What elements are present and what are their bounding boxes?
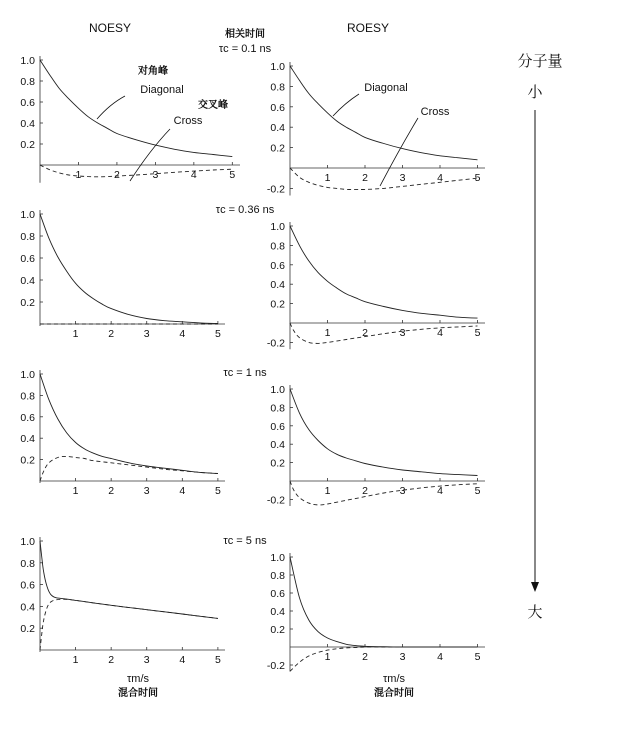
- tau-label-3: τc = 1 ns: [223, 367, 267, 379]
- diagonal-cjk-label: 对角峰: [138, 66, 168, 77]
- y-tick-label: 0.6: [20, 253, 35, 265]
- y-tick-label: 0.4: [270, 439, 285, 452]
- x-tick-label: 3: [399, 485, 406, 497]
- x-tick-label: 4: [179, 328, 186, 340]
- y-tick-label: 0.4: [20, 433, 35, 446]
- y-tick-label: 1.0: [270, 61, 285, 73]
- y-tick-label: 1.0: [20, 55, 35, 67]
- x-tick-label: 3: [143, 654, 150, 666]
- cross-peak-curve: [290, 647, 478, 671]
- x-tick-label: 1: [324, 327, 331, 339]
- x-tick-label: 3: [399, 651, 406, 663]
- y-tick-label: 0.2: [270, 624, 285, 636]
- diagonal-peak-curve: [290, 66, 478, 160]
- y-tick-label: 0.2: [20, 297, 35, 309]
- x-tick-label: 1: [72, 485, 79, 497]
- y-tick-label: 0.2: [270, 457, 285, 470]
- noesy-column-title: NOESY: [88, 21, 132, 35]
- x-tick-label: 5: [214, 485, 221, 497]
- x-tick-label: 2: [362, 651, 368, 663]
- y-tick-label: 0.8: [20, 390, 35, 403]
- noesy-panel-tau-1: [20, 369, 225, 497]
- y-tick-label: 1.0: [20, 536, 35, 548]
- x-tick-label: 3: [143, 485, 150, 497]
- x-tick-label: 5: [474, 651, 481, 663]
- y-tick-label: 0.6: [20, 579, 35, 592]
- noesy-panel-tau-0.36: [20, 209, 225, 340]
- x-tick-label: 4: [190, 169, 197, 181]
- x-tick-label: 1: [324, 651, 331, 663]
- roesy-column-title: ROESY: [346, 21, 390, 35]
- y-tick-label: 0.6: [270, 101, 285, 114]
- y-tick-label: 0.4: [20, 118, 35, 130]
- y-tick-label: -0.2: [266, 660, 285, 672]
- x-tick-label: 5: [474, 172, 481, 184]
- y-tick-label: -0.2: [266, 494, 285, 507]
- y-tick-label: -0.2: [266, 183, 285, 196]
- y-tick-label: 0.8: [270, 81, 285, 94]
- x-tick-label: 2: [108, 654, 115, 666]
- x-tick-label: 4: [437, 485, 443, 497]
- x-tick-label: 4: [437, 327, 443, 339]
- diagonal-peak-curve: [290, 389, 478, 476]
- roesy-diagonal-label: Diagonal: [364, 82, 408, 94]
- x-tick-label: 3: [143, 328, 150, 340]
- roesy-panel-tau-1: [267, 384, 485, 506]
- y-tick-label: 0.4: [270, 606, 285, 618]
- roesy-panel-tau-5: [267, 552, 485, 672]
- small-label: 小: [527, 83, 543, 101]
- x-tick-label: 2: [362, 485, 368, 497]
- x-tick-label: 4: [437, 651, 443, 663]
- x-tick-label: 4: [437, 172, 443, 184]
- y-tick-label: 0.2: [20, 454, 35, 467]
- noesy-x-axis-label: τm/s: [126, 673, 150, 685]
- cross-peak-curve: [290, 481, 478, 505]
- y-tick-label: -0.2: [266, 337, 285, 350]
- large-label: 大: [527, 603, 543, 621]
- tau-label-2: τc = 0.36 ns: [215, 204, 275, 216]
- x-tick-label: 2: [108, 485, 115, 497]
- x-tick-label: 5: [474, 485, 481, 497]
- diagonal-peak-curve: [40, 214, 218, 323]
- y-tick-label: 0.4: [20, 275, 35, 287]
- roesy-cross-label: Cross: [420, 106, 450, 118]
- y-tick-label: 1.0: [270, 221, 285, 233]
- x-tick-label: 3: [399, 327, 406, 339]
- x-tick-label: 3: [399, 172, 406, 184]
- cross-peak-curve: [290, 323, 478, 343]
- x-tick-label: 2: [362, 327, 368, 339]
- x-tick-label: 1: [72, 654, 79, 666]
- roesy-diagonal-leader-line: [333, 94, 359, 116]
- x-tick-label: 2: [108, 328, 115, 340]
- y-tick-label: 0.8: [20, 231, 35, 243]
- diagonal-peak-curve: [40, 541, 218, 618]
- x-tick-label: 1: [72, 328, 79, 340]
- y-tick-label: 1.0: [20, 209, 35, 221]
- roesy-x-axis-label: τm/s: [382, 673, 406, 685]
- y-tick-label: 1.0: [270, 384, 285, 396]
- y-tick-label: 0.2: [20, 139, 35, 151]
- diagonal-peak-curve: [290, 557, 478, 647]
- y-tick-label: 0.8: [20, 557, 35, 570]
- y-tick-label: 0.6: [20, 411, 35, 424]
- y-tick-label: 0.2: [270, 142, 285, 155]
- diagonal-label: Diagonal: [140, 84, 184, 96]
- x-tick-label: 5: [474, 327, 481, 339]
- x-tick-label: 5: [214, 654, 221, 666]
- y-tick-label: 0.2: [20, 623, 35, 636]
- y-tick-label: 0.8: [270, 402, 285, 415]
- tau-label-4: τc = 5 ns: [223, 535, 267, 547]
- x-tick-label: 1: [324, 485, 331, 497]
- cross-cjk-label: 交叉峰: [198, 100, 228, 111]
- noesy-mixing-time-cjk: 混合时间: [118, 688, 158, 699]
- x-tick-label: 4: [179, 654, 186, 666]
- correlation-time-cjk: 相关时间: [225, 29, 265, 40]
- y-tick-label: 0.4: [270, 122, 285, 135]
- roesy-mixing-time-cjk: 混合时间: [374, 688, 414, 699]
- y-tick-label: 0.6: [270, 259, 285, 272]
- y-tick-label: 0.2: [270, 298, 285, 311]
- x-tick-label: 1: [75, 169, 82, 181]
- x-tick-label: 4: [179, 485, 186, 497]
- y-tick-label: 0.6: [270, 420, 285, 433]
- y-tick-label: 1.0: [20, 369, 35, 381]
- x-tick-label: 5: [214, 328, 221, 340]
- diagonal-leader-line: [97, 96, 125, 119]
- cross-peak-curve: [40, 165, 232, 177]
- diagonal-peak-curve: [290, 226, 478, 318]
- x-tick-label: 3: [152, 169, 159, 181]
- y-tick-label: 1.0: [270, 552, 285, 564]
- roesy-panel-tau-0.36: [267, 221, 485, 349]
- y-tick-label: 0.4: [270, 279, 285, 292]
- x-tick-label: 1: [324, 172, 331, 184]
- cross-label: Cross: [173, 115, 203, 127]
- y-tick-label: 0.8: [270, 240, 285, 253]
- noesy-panel-tau-0.1: [20, 55, 240, 183]
- y-tick-label: 0.8: [270, 570, 285, 582]
- diagonal-peak-curve: [40, 374, 218, 474]
- cross-peak-curve: [40, 599, 218, 650]
- molecular-weight-arrow-head: [531, 582, 539, 592]
- y-tick-label: 0.6: [20, 97, 35, 109]
- noesy-panel-tau-5: [20, 536, 225, 666]
- x-tick-label: 2: [362, 172, 368, 184]
- x-tick-label: 5: [229, 169, 236, 181]
- y-tick-label: 0.4: [20, 601, 35, 614]
- cross-peak-curve: [40, 456, 218, 481]
- x-tick-label: 2: [114, 169, 120, 181]
- y-tick-label: 0.6: [270, 588, 285, 600]
- tau-label-1: τc = 0.1 ns: [218, 43, 272, 55]
- y-tick-label: 0.8: [20, 76, 35, 88]
- molecular-weight-label: 分子量: [517, 52, 563, 70]
